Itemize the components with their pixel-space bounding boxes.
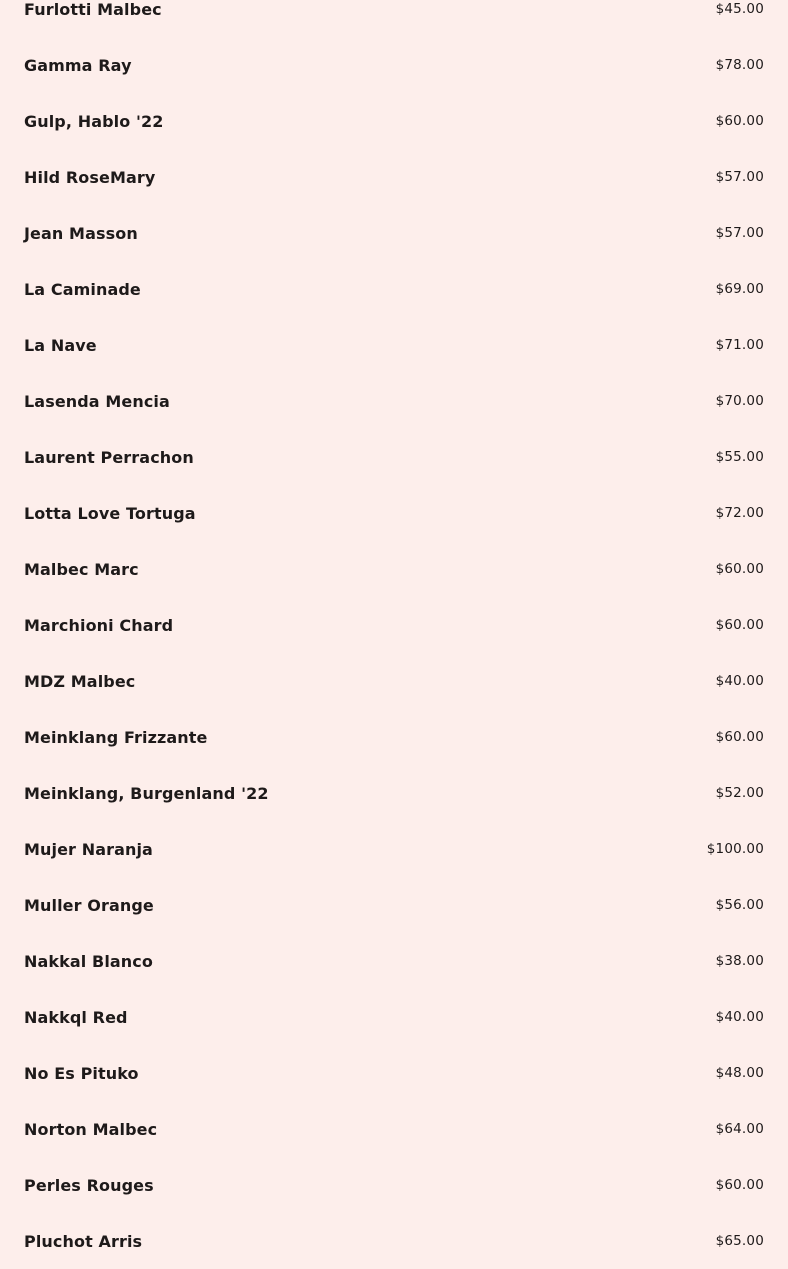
menu-item[interactable] [24,653,764,709]
menu-item[interactable] [24,1045,764,1101]
item-name: Laurent Perrachon [24,447,194,467]
item-price: $65.00 [715,1233,764,1249]
item-name: Muller Orange [24,895,154,915]
menu-item[interactable] [24,0,764,37]
item-name: Hild RoseMary [24,167,156,187]
item-name: Lasenda Mencia [24,391,170,411]
item-price: $40.00 [715,1009,764,1025]
item-name: Meinklang, Burgenland '22 [24,783,269,803]
item-price: $38.00 [715,953,764,969]
menu-item[interactable] [24,1157,764,1213]
menu-item[interactable] [24,37,764,93]
item-price: $45.00 [715,1,764,17]
menu-item[interactable] [24,1101,764,1157]
item-name: Nakkql Red [24,1007,128,1027]
menu-item[interactable] [24,261,764,317]
item-name: Marchioni Chard [24,615,174,635]
item-price: $52.00 [715,785,764,801]
item-price: $56.00 [715,897,764,913]
item-price: $60.00 [715,729,764,745]
menu-item[interactable] [24,1213,764,1269]
menu-item[interactable] [24,933,764,989]
item-price: $100.00 [706,841,764,857]
item-price: $57.00 [715,225,764,241]
menu-item[interactable] [24,149,764,205]
item-name: Gulp, Hablo '22 [24,111,164,131]
item-name: La Nave [24,335,97,355]
item-price: $57.00 [715,169,764,185]
menu-item[interactable] [24,709,764,765]
item-price: $64.00 [715,1121,764,1137]
item-price: $60.00 [715,617,764,633]
menu-item[interactable] [24,317,764,373]
item-price: $70.00 [715,393,764,409]
item-name: Pluchot Arris [24,1231,143,1251]
item-price: $69.00 [715,281,764,297]
item-price: $55.00 [715,449,764,465]
menu-item[interactable] [24,597,764,653]
menu-item[interactable] [24,485,764,541]
item-price: $60.00 [715,1177,764,1193]
menu-item[interactable] [24,877,764,933]
item-price: $72.00 [715,505,764,521]
item-name: Jean Masson [24,223,138,243]
menu-item[interactable] [24,373,764,429]
item-name: La Caminade [24,279,141,299]
item-name: Mujer Naranja [24,839,153,859]
item-name: Nakkal Blanco [24,951,153,971]
item-price: $40.00 [715,673,764,689]
menu-item[interactable] [24,821,764,877]
item-name: Furlotti Malbec [24,0,162,19]
item-price: $78.00 [715,57,764,73]
item-name: Norton Malbec [24,1119,158,1139]
item-price: $71.00 [715,337,764,353]
item-name: Gamma Ray [24,55,132,75]
menu-item[interactable] [24,541,764,597]
item-price: $48.00 [715,1065,764,1081]
item-name: Malbec Marc [24,559,139,579]
item-name: Perles Rouges [24,1175,154,1195]
item-price: $60.00 [715,561,764,577]
menu-item[interactable] [24,93,764,149]
menu-item[interactable] [24,765,764,821]
item-name: Meinklang Frizzante [24,727,208,747]
menu-item[interactable] [24,989,764,1045]
menu-item[interactable] [24,205,764,261]
item-price: $60.00 [715,113,764,129]
menu-item[interactable] [24,429,764,485]
item-name: No Es Pituko [24,1063,139,1083]
menu-item-list [24,0,764,1269]
item-name: MDZ Malbec [24,671,136,691]
item-name: Lotta Love Tortuga [24,503,196,523]
